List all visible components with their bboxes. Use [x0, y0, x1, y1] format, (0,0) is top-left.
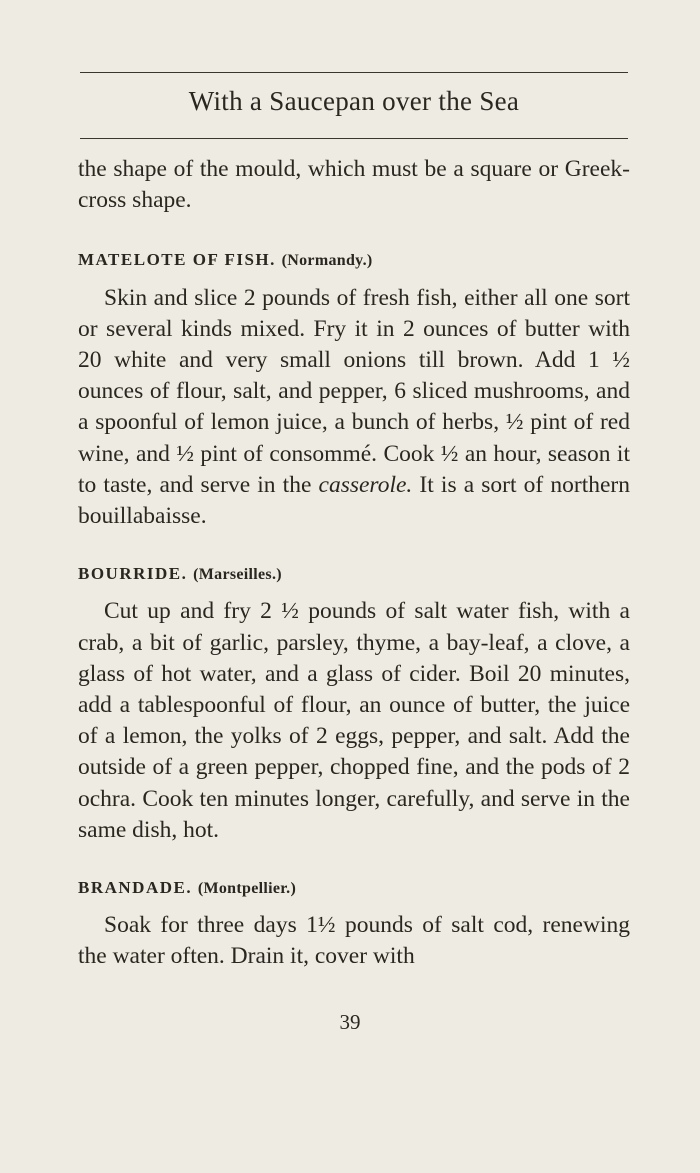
recipe-text-italic: casserole.: [318, 471, 413, 498]
recipe-text-brandade: Soak for three days 1½ pounds of salt cod, renewing the water often. Drain it, cover with: [78, 912, 630, 970]
header-rule: [80, 138, 628, 139]
continued-paragraph: the shape of the mould, which must be a square or Greek-cross shape.: [78, 156, 630, 214]
recipe-title: MATELOTE OF FISH.: [78, 250, 276, 270]
recipe-text: Skin and slice 2 pounds of fresh fish, either all one sort or several kinds mixed. Fry it in 2 ounces of butter with 20 white and very small onions till brown. Add 1 ½ ounces of flour, salt, and pepper, 6 sliced mushrooms, and a spoonful of lemon juice, a bunch of herbs, ½ pint of red wine, and ½ pint of consommé. Cook ½ an hour, season it to taste, and serve in the: [78, 284, 630, 498]
recipe-region: (Marseilles.): [193, 566, 282, 584]
recipe-heading-brandade: [78, 872, 630, 904]
top-rule: [80, 72, 628, 73]
recipe-heading-bourride: [78, 558, 630, 590]
page-number: 39: [339, 1010, 361, 1034]
page-body: [78, 154, 630, 973]
recipe-text-end: It is a sort of northern bouillabaisse.: [78, 471, 630, 530]
recipe-text-bourride: Cut up and fry 2 ½ pounds of salt water fish, with a crab, a bit of garlic, parsley, thyme, a bay-leaf, a clove, a glass of hot water, and a glass of cider. Boil 20 minutes, add a tablespoonful of flour, an ounce of butter, the juice of a lemon, the yolks of 2 eggs, pepper, and salt. Add the outside of a green pepper, chopped fine, and the pods of 2 ochra. Cook ten minutes longer, carefully, and serve in the same dish, hot.: [78, 598, 630, 843]
recipe-text-matelote: [78, 283, 630, 533]
running-head: With a Saucepan over the Sea: [188, 86, 520, 116]
recipe-region: (Normandy.): [281, 252, 373, 270]
recipe-heading-matelote: [78, 244, 630, 276]
recipe-region: (Montpellier.): [197, 880, 297, 898]
recipe-title: BRANDADE.: [78, 878, 193, 898]
recipe-title: BOURRIDE.: [78, 564, 188, 584]
